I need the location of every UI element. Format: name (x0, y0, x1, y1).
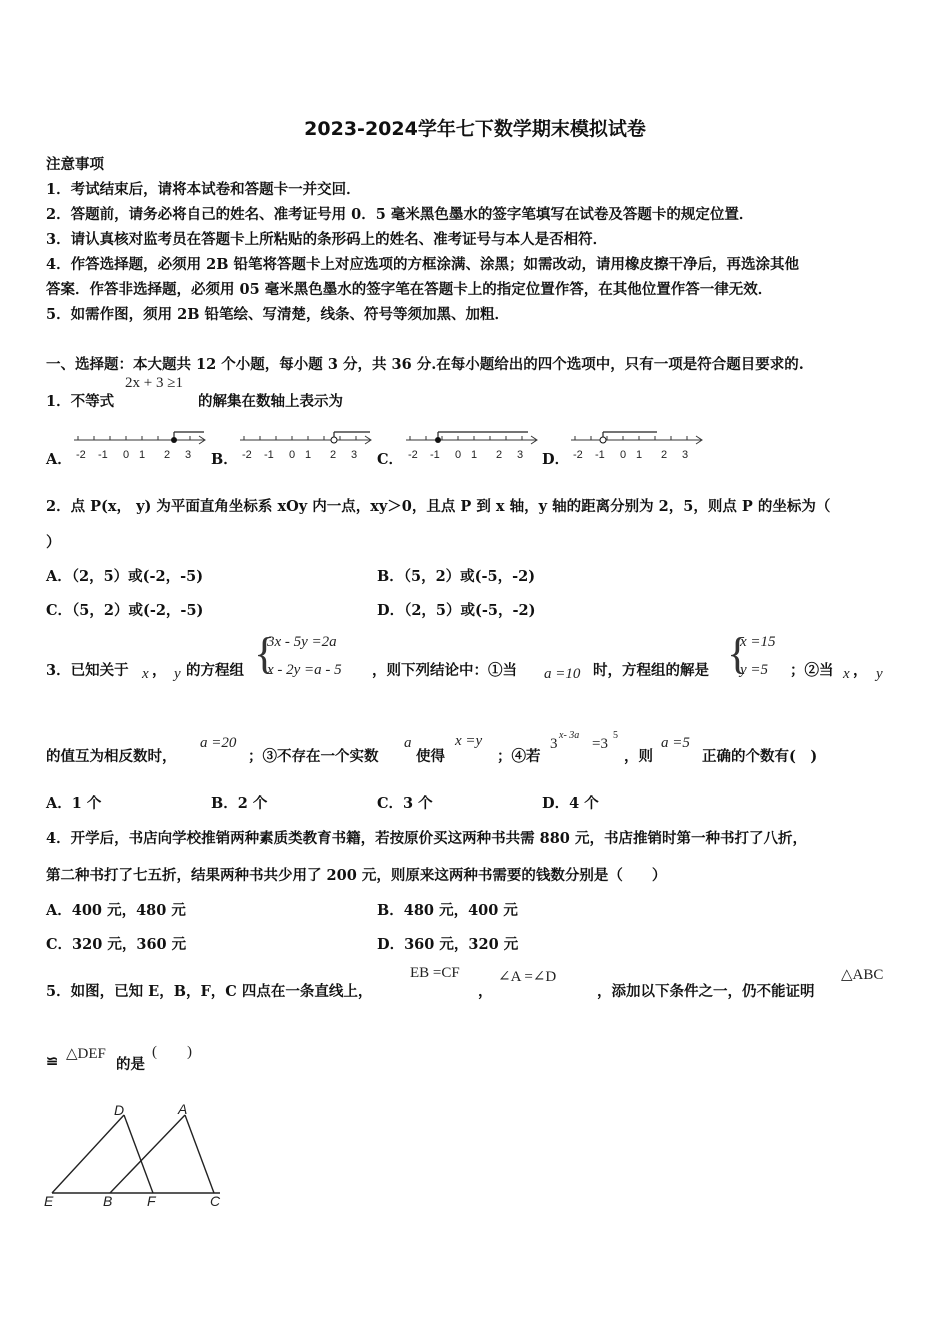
q1-option-a-label: A． (46, 451, 72, 468)
q2-text-cont: ） (46, 534, 61, 551)
tick-label: 0 (289, 449, 296, 461)
q3-var-y2: y (876, 666, 883, 682)
q2-text: 2．点 P(x， y) 为平面直角坐标系 xOy 内一点，xy＞0，且点 P 到 x 轴，y 轴的距离分别为 2，5，则点 P 的坐标为（ (46, 498, 831, 515)
tick-label: -1 (430, 449, 440, 461)
q3-option-a: A．1 个 (46, 795, 102, 812)
q3-mid: 的方程组 (186, 662, 244, 679)
q1-option-b-label: B． (211, 451, 238, 468)
tick-label: 3 (682, 449, 689, 461)
q5-tail: 的是 (116, 1056, 145, 1073)
q3-eq2: x - 2y =a - 5 (267, 662, 342, 678)
notice-item: 2．答题前，请务必将自己的姓名、准考证号用 0．5 毫米黑色墨水的签字笔填写在试卷及答题卡的规定位置． (46, 206, 754, 223)
segment-df (124, 1115, 153, 1193)
q2-option-c: C．（5，2）或(-2，-5) (46, 602, 204, 619)
tick-label: -1 (264, 449, 274, 461)
tick-label: 0 (455, 449, 462, 461)
q5-paren: ( ) (152, 1044, 192, 1060)
tick-label: -2 (76, 449, 86, 461)
notice-item: 4．作答选择题，必须用 2B 铅笔将答题卡上对应选项的方框涂满、涂黑；如需改动，请用橡皮擦干净后，再选涂其他 (46, 256, 800, 273)
tick-label: 2 (496, 449, 503, 461)
q5-figure (40, 1098, 240, 1214)
point-label-b: B (103, 1193, 113, 1209)
q4-text-cont: 第二种书打了七五折，结果两种书共少用了 200 元，则原来这两种书需要的钱数分别是（ ） (46, 867, 667, 884)
q3-var-x: x (142, 666, 149, 682)
q3-line2-f: 正确的个数有( ) (702, 748, 818, 765)
tick-label: 1 (305, 449, 312, 461)
tick-label: -2 (242, 449, 252, 461)
notice-item: 3．请认真核对监考员在答题卡上所粘贴的条形码上的姓名、准考证号与本人是否相符． (46, 231, 608, 248)
q3-pow-eq: =3 (592, 736, 608, 752)
q3-var-y: y (174, 666, 181, 682)
page-title: 2023-2024学年七下数学期末模拟试卷 (304, 118, 646, 140)
q3-xy: x =y (455, 733, 483, 749)
q2-option-b: B．（5，2）或(-5，-2) (377, 568, 536, 585)
q3-line2-e: ，则 (624, 748, 653, 765)
q3-after-system: ，则下列结论中：①当 (372, 662, 517, 679)
tick-label: -2 (573, 449, 583, 461)
tick-label: 0 (123, 449, 130, 461)
notice-item: 1．考试结束后，请将本试卷和答题卡一并交回． (46, 181, 361, 198)
q3-line2-a: 的值互为相反数时， (46, 748, 177, 765)
q4-option-c: C．320 元，360 元 (46, 936, 187, 953)
tick-label: 3 (351, 449, 358, 461)
q5-comma: ， (478, 983, 493, 1000)
notice-item: 5．如需作图，须用 2B 铅笔绘、写清楚，线条、符号等须加黑、加粗． (46, 306, 510, 323)
segment-ed (52, 1115, 124, 1193)
notice-item: 答案．作答非选择题，必须用 05 毫米黑色墨水的签字笔在答题卡上的指定位置作答，在其他位置作答一律无效． (46, 281, 773, 298)
tick-label: 3 (185, 449, 192, 461)
tick-label: -1 (98, 449, 108, 461)
q5-eq2: ∠A =∠D (498, 969, 557, 985)
q2-option-d: D．（2，5）或(-5，-2) (377, 602, 536, 619)
q1-number-line-a (70, 428, 210, 464)
q5-prefix: 5．如图，已知 E，B，F，C 四点在一条直线上， (46, 983, 373, 1000)
q5-tri2: △DEF (66, 1046, 106, 1062)
q1-number-line-b (236, 428, 376, 464)
q3-pow-base1: 3 (550, 736, 558, 752)
q3-option-b: B．2 个 (211, 795, 268, 812)
q5-suffix: ，添加以下条件之一，仍不能证明 (597, 983, 815, 1000)
q3-option-c: C．3 个 (377, 795, 433, 812)
tick-label: 1 (471, 449, 478, 461)
tick-label: 1 (636, 449, 643, 461)
q5-eq1: EB =CF (410, 965, 460, 981)
q3-sep: ， (152, 662, 167, 679)
q1-suffix: 的解集在数轴上表示为 (198, 393, 343, 410)
segment-ac (185, 1115, 214, 1193)
point-label-d: D (114, 1102, 125, 1118)
q3-a5: a =5 (661, 735, 690, 751)
q3-system-brace: { (254, 629, 276, 678)
q3-a-var: a (404, 735, 412, 751)
tick-label: 2 (661, 449, 668, 461)
point-label-c: C (210, 1193, 221, 1209)
q3-when-sol: 时，方程组的解是 (593, 662, 709, 679)
q1-option-d-label: D． (542, 451, 570, 468)
q1-inequality: 2x + 3 ≥1 (125, 375, 183, 391)
q2-option-a: A．（2，5）或(-2，-5) (46, 568, 204, 585)
tick-label: -2 (408, 449, 418, 461)
tick-label: 3 (517, 449, 524, 461)
q4-option-b: B．480 元，400 元 (377, 902, 518, 919)
notice-heading: 注意事项 (46, 156, 104, 173)
point-label-a: A (178, 1101, 188, 1117)
q5-tri1: △ABC (841, 967, 884, 983)
tick-label: 1 (139, 449, 146, 461)
q3-prefix: 3．已知关于 (46, 662, 129, 679)
q3-line2-c: 使得 (416, 748, 445, 765)
tick-label: 0 (620, 449, 627, 461)
q3-line2-d: ；④若 (497, 748, 541, 765)
q1-number-line-d (567, 428, 707, 464)
tick-label: 2 (164, 449, 171, 461)
q3-pow-exp1: x- 3a (559, 730, 580, 741)
q4-option-a: A．400 元，480 元 (46, 902, 186, 919)
q3-var-x2: x (843, 666, 850, 682)
q1-prefix: 1．不等式 (46, 393, 115, 410)
q3-solution-brace: { (727, 629, 749, 678)
section-heading: 一、选择题：本大题共 12 个小题，每小题 3 分，共 36 分.在每小题给出的四个选项中，只有一项是符合题目要求的. (46, 356, 804, 373)
q4-text: 4．开学后，书店向学校推销两种素质类教育书籍，若按原价买这两种书共需 880 元，书店推销时第一种书打了八折， (46, 830, 807, 847)
q3-part2: ；②当 (790, 662, 834, 679)
q3-option-d: D．4 个 (542, 795, 599, 812)
segment-ba (110, 1115, 185, 1193)
q3-a10: a =10 (544, 666, 581, 682)
q3-eq1: 3x - 5y =2a (267, 634, 337, 650)
q3-sep2: ， (853, 662, 868, 679)
q3-sol2: y =5 (740, 662, 769, 678)
q3-sol1: x =15 (740, 634, 776, 650)
q1-option-c-label: C． (377, 451, 404, 468)
q3-pow-exp2: 5 (613, 730, 618, 741)
q5-cong: ≌ (46, 1053, 59, 1070)
point-label-e: E (44, 1193, 54, 1209)
q1-number-line-c (402, 428, 542, 464)
point-label-f: F (147, 1193, 156, 1209)
q4-option-d: D．360 元，320 元 (377, 936, 519, 953)
q3-a20: a =20 (200, 735, 237, 751)
q3-line2-b: ；③不存在一个实数 (248, 748, 379, 765)
tick-label: -1 (595, 449, 605, 461)
tick-label: 2 (330, 449, 337, 461)
